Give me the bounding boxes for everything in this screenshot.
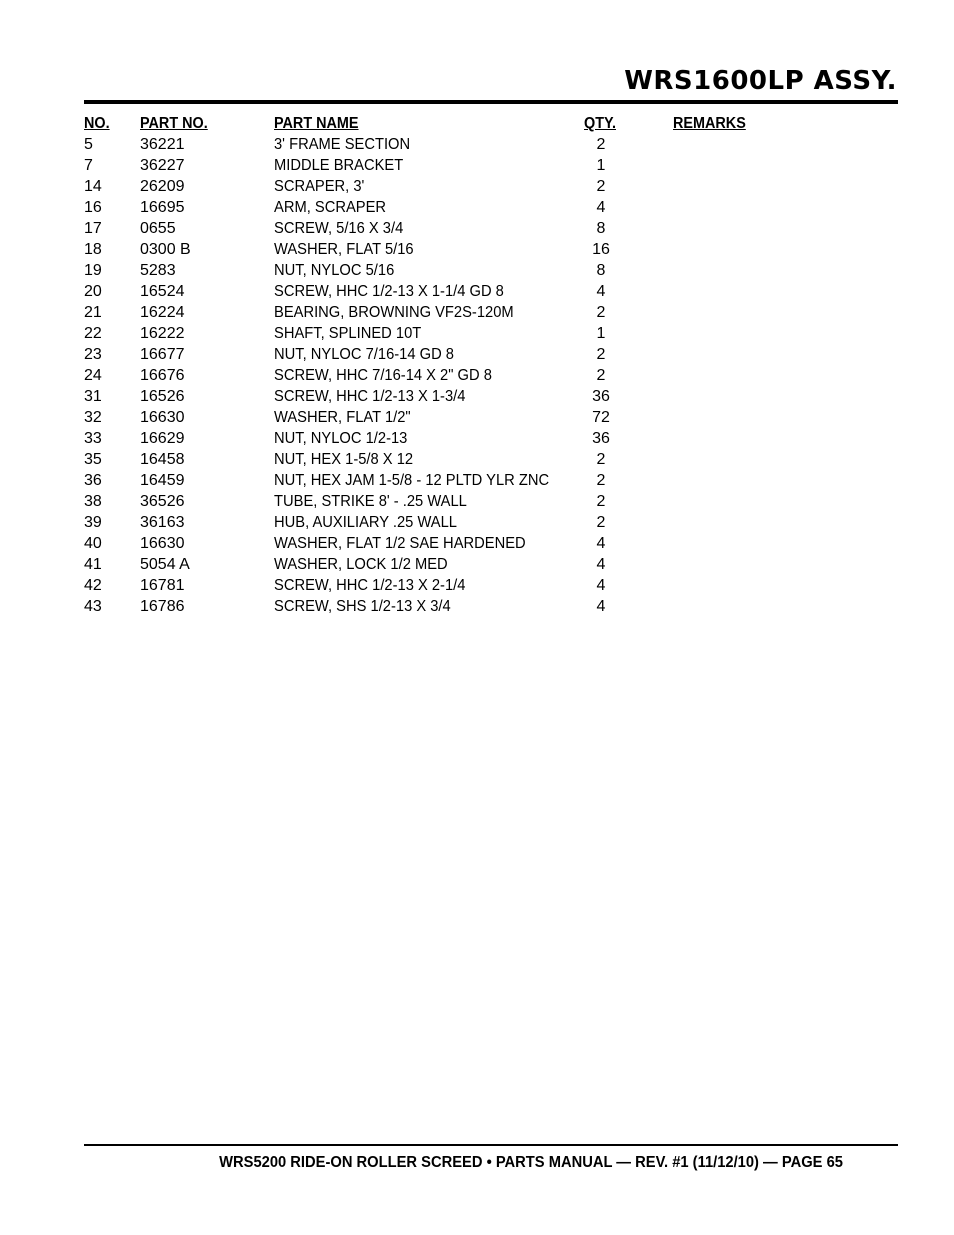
table-row bbox=[84, 260, 784, 281]
part-number: 16458 bbox=[140, 451, 185, 468]
part-number: 16526 bbox=[140, 388, 185, 405]
part-name: WASHER, LOCK 1/2 MED bbox=[274, 556, 448, 573]
quantity: 36 bbox=[592, 430, 610, 447]
part-number: 0300 B bbox=[140, 241, 191, 258]
quantity: 2 bbox=[596, 178, 606, 195]
quantity: 16 bbox=[592, 241, 610, 258]
part-name: SCREW, 5/16 X 3/4 bbox=[274, 220, 404, 237]
header-part-name: PART NAME bbox=[274, 115, 359, 132]
item-number: 24 bbox=[84, 367, 102, 384]
part-number: 36221 bbox=[140, 136, 185, 153]
table-row bbox=[84, 134, 784, 155]
item-number: 39 bbox=[84, 514, 102, 531]
table-row bbox=[84, 281, 784, 302]
part-name: BEARING, BROWNING VF2S-120M bbox=[274, 304, 514, 321]
item-number: 19 bbox=[84, 262, 102, 279]
item-number: 43 bbox=[84, 598, 102, 615]
part-name: NUT, HEX 1-5/8 X 12 bbox=[274, 451, 414, 468]
item-number: 22 bbox=[84, 325, 102, 342]
item-number: 20 bbox=[84, 283, 102, 300]
part-name: WASHER, FLAT 1/2 SAE HARDENED bbox=[274, 535, 526, 552]
part-name: SHAFT, SPLINED 10T bbox=[274, 325, 422, 342]
table-row bbox=[84, 344, 784, 365]
quantity: 4 bbox=[596, 556, 606, 573]
quantity: 36 bbox=[592, 388, 610, 405]
part-name: WASHER, FLAT 1/2" bbox=[274, 409, 411, 426]
part-number: 16630 bbox=[140, 409, 185, 426]
part-name: SCREW, HHC 7/16-14 X 2" GD 8 bbox=[274, 367, 492, 384]
table-row bbox=[84, 470, 784, 491]
part-number: 16676 bbox=[140, 367, 185, 384]
table-row bbox=[84, 512, 784, 533]
table-row bbox=[84, 554, 784, 575]
item-number: 36 bbox=[84, 472, 102, 489]
item-number: 32 bbox=[84, 409, 102, 426]
part-number: 16677 bbox=[140, 346, 185, 363]
table-row bbox=[84, 407, 784, 428]
part-number: 16224 bbox=[140, 304, 185, 321]
header-no: NO. bbox=[84, 115, 110, 132]
item-number: 23 bbox=[84, 346, 102, 363]
table-row bbox=[84, 176, 784, 197]
table-row bbox=[84, 491, 784, 512]
item-number: 18 bbox=[84, 241, 102, 258]
part-name: ARM, SCRAPER bbox=[274, 199, 387, 216]
item-number: 41 bbox=[84, 556, 102, 573]
part-name: MIDDLE BRACKET bbox=[274, 157, 404, 174]
quantity: 4 bbox=[596, 283, 606, 300]
quantity: 2 bbox=[596, 346, 606, 363]
part-name: WASHER, FLAT 5/16 bbox=[274, 241, 414, 258]
quantity: 8 bbox=[596, 220, 606, 237]
part-number: 5283 bbox=[140, 262, 176, 279]
part-name: NUT, NYLOC 7/16-14 GD 8 bbox=[274, 346, 454, 363]
table-row bbox=[84, 386, 784, 407]
part-name: SCRAPER, 3' bbox=[274, 178, 365, 195]
part-number: 16630 bbox=[140, 535, 185, 552]
part-name: SCREW, SHS 1/2-13 X 3/4 bbox=[274, 598, 451, 615]
part-number: 5054 A bbox=[140, 556, 190, 573]
table-row bbox=[84, 239, 784, 260]
part-number: 16459 bbox=[140, 472, 185, 489]
quantity: 4 bbox=[596, 199, 606, 216]
table-row bbox=[84, 365, 784, 386]
item-number: 14 bbox=[84, 178, 102, 195]
header-remarks: REMARKS bbox=[673, 115, 746, 132]
part-name: SCREW, HHC 1/2-13 X 1-1/4 GD 8 bbox=[274, 283, 504, 300]
part-number: 16222 bbox=[140, 325, 185, 342]
quantity: 2 bbox=[596, 451, 606, 468]
table-row bbox=[84, 428, 784, 449]
quantity: 2 bbox=[596, 367, 606, 384]
part-number: 36163 bbox=[140, 514, 185, 531]
quantity: 2 bbox=[596, 304, 606, 321]
page-footer bbox=[84, 1154, 898, 1172]
item-number: 5 bbox=[84, 136, 93, 153]
title-divider bbox=[84, 100, 898, 104]
item-number: 35 bbox=[84, 451, 102, 468]
header-qty: QTY. bbox=[584, 115, 617, 132]
item-number: 17 bbox=[84, 220, 102, 237]
part-number: 26209 bbox=[140, 178, 185, 195]
part-number: 16695 bbox=[140, 199, 185, 216]
table-row bbox=[84, 155, 784, 176]
part-name: NUT, NYLOC 5/16 bbox=[274, 262, 395, 279]
table-row bbox=[84, 533, 784, 554]
part-name: SCREW, HHC 1/2-13 X 2-1/4 bbox=[274, 577, 466, 594]
item-number: 40 bbox=[84, 535, 102, 552]
table-row bbox=[84, 596, 784, 617]
table-row bbox=[84, 449, 784, 470]
part-number: 0655 bbox=[140, 220, 176, 237]
item-number: 33 bbox=[84, 430, 102, 447]
quantity: 4 bbox=[596, 535, 606, 552]
quantity: 4 bbox=[596, 577, 606, 594]
item-number: 16 bbox=[84, 199, 102, 216]
quantity: 8 bbox=[596, 262, 606, 279]
table-row bbox=[84, 323, 784, 344]
item-number: 7 bbox=[84, 157, 93, 174]
quantity: 1 bbox=[596, 325, 606, 342]
table-row bbox=[84, 302, 784, 323]
part-number: 16629 bbox=[140, 430, 185, 447]
header-part-no: PART NO. bbox=[140, 115, 208, 132]
part-name: 3' FRAME SECTION bbox=[274, 136, 411, 153]
quantity: 2 bbox=[596, 472, 606, 489]
part-name: HUB, AUXILIARY .25 WALL bbox=[274, 514, 457, 531]
item-number: 42 bbox=[84, 577, 102, 594]
part-number: 16524 bbox=[140, 283, 185, 300]
part-number: 36526 bbox=[140, 493, 185, 510]
quantity: 2 bbox=[596, 136, 606, 153]
part-name: NUT, HEX JAM 1-5/8 - 12 PLTD YLR ZNC bbox=[274, 472, 550, 489]
part-number: 16786 bbox=[140, 598, 185, 615]
item-number: 21 bbox=[84, 304, 102, 321]
footer-divider bbox=[84, 1144, 898, 1146]
item-number: 38 bbox=[84, 493, 102, 510]
page-title: WRS1600LP ASSY. bbox=[624, 66, 897, 96]
part-number: 36227 bbox=[140, 157, 185, 174]
parts-list-table bbox=[84, 113, 784, 617]
item-number: 31 bbox=[84, 388, 102, 405]
table-row bbox=[84, 218, 784, 239]
quantity: 2 bbox=[596, 514, 606, 531]
footer-text: WRS5200 RIDE-ON ROLLER SCREED • PARTS MANUAL — REV. #1 (11/12/10) — PAGE 65 bbox=[219, 1154, 843, 1171]
table-header bbox=[84, 113, 784, 134]
table-body bbox=[84, 134, 784, 617]
table-row bbox=[84, 197, 784, 218]
quantity: 1 bbox=[596, 157, 606, 174]
part-number: 16781 bbox=[140, 577, 185, 594]
table-row bbox=[84, 575, 784, 596]
quantity: 2 bbox=[596, 493, 606, 510]
quantity: 72 bbox=[592, 409, 610, 426]
quantity: 4 bbox=[596, 598, 606, 615]
part-name: TUBE, STRIKE 8' - .25 WALL bbox=[274, 493, 467, 510]
part-name: SCREW, HHC 1/2-13 X 1-3/4 bbox=[274, 388, 466, 405]
part-name: NUT, NYLOC 1/2-13 bbox=[274, 430, 408, 447]
